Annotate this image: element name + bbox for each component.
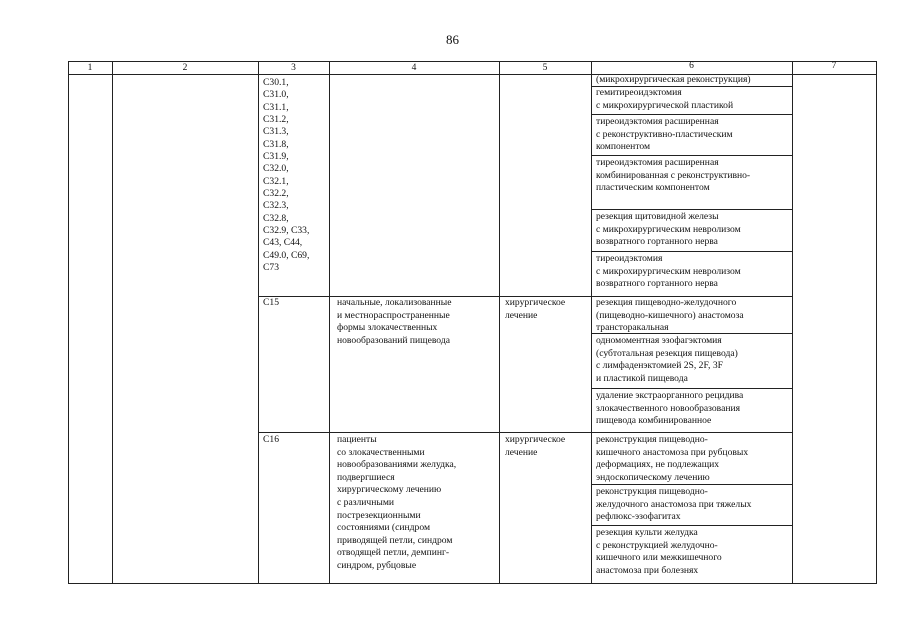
treatment-method: тиреоидэктомия с микрохирургическим невролизом возвратного гортанного нерва	[596, 253, 741, 290]
treatment-method: гемитиреоидэктомия с микрохирургической пластикой	[596, 87, 734, 111]
icd-code: C32.2,	[263, 188, 289, 200]
treatment-method: реконструкция пищеводно- кишечного анастомоза при рубцовых деформациях, не подлежащих эндоскопическому лечению	[596, 434, 749, 483]
treatment-method: реконструкция пищеводно- желудочного анастомоза при тяжелых рефлюкс-эзофагитах	[596, 486, 752, 523]
column-border	[792, 61, 793, 584]
method-divider	[591, 251, 792, 252]
column-border	[258, 61, 259, 584]
icd-code: C16	[263, 434, 279, 445]
condition-description: пациенты со злокачественными новообразованиями желудка, подвергшиеся хирургическому лечению с различными пострезекционными состояниями (синдром приводящей петли, синдром отводящей петли, демпинг- синдром, рубцовые	[337, 434, 457, 571]
method-divider	[591, 114, 792, 115]
icd-code-list	[263, 77, 327, 275]
method-divider	[591, 155, 792, 156]
column-border	[112, 61, 113, 584]
column-border	[876, 61, 877, 584]
column-border	[499, 61, 500, 584]
icd-code: C73	[263, 262, 279, 274]
treatment-method: (микрохирургическая реконструкция)	[596, 74, 751, 85]
icd-code: C31.1,	[263, 101, 289, 113]
page-number: 86	[446, 32, 459, 47]
row-divider	[258, 432, 792, 433]
column-header: 3	[291, 63, 296, 73]
icd-code: C30.1,	[263, 77, 289, 88]
treatment-type: хирургическое лечение	[505, 434, 566, 458]
icd-code: C31.3,	[263, 126, 289, 138]
icd-code: C43, C44,	[263, 237, 303, 249]
column-header: 4	[411, 63, 417, 73]
table-bottom-border	[68, 583, 876, 584]
treatment-method: резекция культи желудка с реконструкцией желудочно- кишечного или межкишечного анастомоза при болезнях	[596, 527, 722, 576]
icd-code: C32.8,	[263, 212, 289, 224]
treatment-method: резекция щитовидной железы с микрохирургическим невролизом возвратного гортанного нерва	[596, 211, 741, 248]
icd-code: C31.8,	[263, 138, 289, 150]
column-border	[329, 61, 330, 584]
condition-description: начальные, локализованные и местнораспространенные формы злокачественных новообразований пищевода	[337, 297, 452, 346]
column-header: 1	[87, 63, 93, 73]
icd-code: C32.1,	[263, 175, 289, 187]
treatment-method: резекция пищеводно-желудочного (пищеводно-кишечного) анастомоза трансторакальная	[596, 297, 744, 334]
treatment-method: тиреоидэктомия расширенная с реконструктивно-пластическим компонентом	[596, 116, 733, 153]
icd-code: C31.0,	[263, 89, 289, 101]
icd-code: C32.9, C33,	[263, 225, 310, 237]
method-divider	[591, 388, 792, 389]
column-header: 7	[831, 61, 837, 71]
method-divider	[591, 525, 792, 526]
column-header: 6	[689, 61, 694, 71]
method-divider	[591, 209, 792, 210]
icd-code: C31.9,	[263, 151, 289, 163]
column-header: 5	[542, 63, 548, 73]
column-header: 2	[182, 63, 188, 73]
icd-code: C32.0,	[263, 163, 289, 175]
treatment-type: хирургическое лечение	[505, 297, 566, 321]
icd-code: C31.2,	[263, 114, 289, 126]
treatment-method: удаление экстраорганного рецидива злокачественного новообразования пищевода комбинированное	[596, 390, 744, 427]
column-border	[68, 61, 69, 584]
icd-code: C32.3,	[263, 200, 289, 212]
column-border	[591, 61, 592, 584]
icd-code: C49.0, C69,	[263, 249, 310, 261]
treatment-method: одномоментная эзофагэктомия (субтотальная резекция пищевода) с лимфаденэктомией 2S, 2F, 3F и пластикой пищевода	[596, 335, 738, 384]
treatment-method: тиреоидэктомия расширенная комбинированная с реконструктивно- пластическим компонентом	[596, 157, 751, 194]
icd-code: C15	[263, 297, 279, 308]
